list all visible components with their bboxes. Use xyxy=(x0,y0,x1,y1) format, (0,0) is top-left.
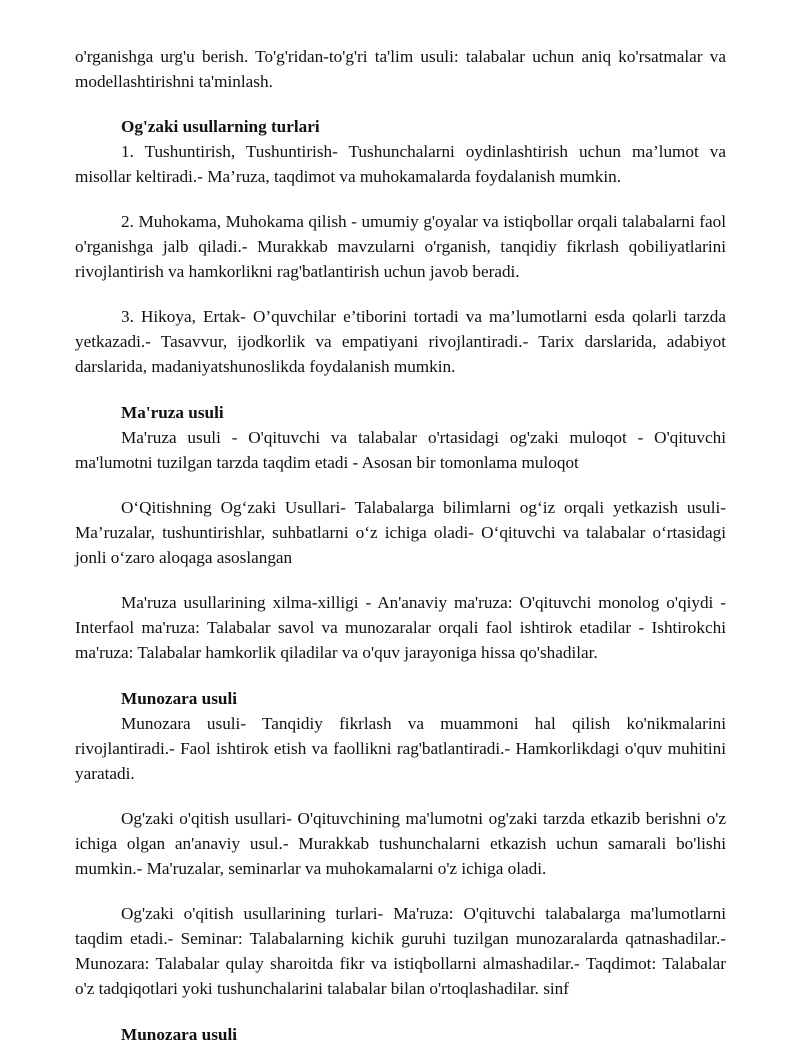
paragraph-continuation: o'rganishga urg'u berish. To'g'ridan-to'g'ri ta'lim usuli: talabalar uchun aniq ko'rsatmalar va modellashtirishni ta'minlash. xyxy=(75,47,726,91)
paragraph-story: 3. Hikoya, Ertak- O’quvchilar e’tiborini tortadi va ma’lumotlarni esda qolarli tarzda yetkazadi.- Tasavvur, ijodkorlik va empatiyani rivojlantiradi.- Tarix darslarida, adabiyot darslarida, madaniyatshunoslikda foydalanish mumkin. xyxy=(75,307,726,376)
paragraph-debate-method: Munozara usuli- Tanqidiy fikrlash va muammoni hal qilish ko'nikmalarini rivojlantiradi.- Faol ishtirok etish va faollikni rag'batlantiradi.- Hamkorlikdagi o'quv muhitini yaratadi. xyxy=(75,714,726,783)
heading-debate-method: Munozara usuli xyxy=(121,689,238,708)
paragraph-discussion: 2. Muhokama, Muhokama qilish - umumiy g'oyalar va istiqbollar orqali talabalarni faol o'rganishga jalb qiladi.- Murakkab mavzularni o'rganish, tanqidiy fikrlash qobiliyatlarini rivojlantirish va hamkorlikni rag'batlantirish uchun javob beradi. xyxy=(75,212,726,281)
paragraph-explanation: 1. Tushuntirish, Tushuntirish- Tushunchalarni oydinlashtirish uchun ma’lumot va misollar keltiradi.- Ma’ruza, taqdimot va muhokamalarda foydalanish mumkin. xyxy=(75,142,726,186)
paragraph-lecture-variety: Ma'ruza usullarining xilma-xilligi - An'anaviy ma'ruza: O'qituvchi monolog o'qiydi - Interfaol ma'ruza: Talabalar savol va munozaralar orqali faol ishtirok etadilar - Ishtirokchi ma'ruza: Talabalar hamkorlik qiladilar va o'quv jarayoniga hissa qo'shadilar. xyxy=(75,593,726,662)
paragraph-oral-teaching: O‘Qitishning Og‘zaki Usullari- Talabalarga bilimlarni og‘iz orqali yetkazish usuli- Ma’ruzalar, tushuntirishlar, suhbatlarni o‘z ichiga oladi- O‘qituvchi va talabalar o‘rtasidagi jonli o‘zaro aloqaga asoslangan xyxy=(75,498,726,567)
paragraph-oral-teaching-methods: Og'zaki o'qitish usullari- O'qituvchining ma'lumotni og'zaki tarzda etkazib berishni o'z ichiga olgan an'anaviy usul.- Murakkab tushunchalarni etkazish uchun samarali bo'lishi mumkin.- Ma'ruzalar, seminarlar va muhokamalarni o'z ichiga oladi. xyxy=(75,809,726,878)
heading-lecture-method: Ma'ruza usuli xyxy=(121,403,224,422)
paragraph-lecture-method: Ma'ruza usuli - O'qituvchi va talabalar o'rtasidagi og'zaki muloqot - O'qituvchi ma'lumotni tuzilgan tarzda taqdim etadi - Asosan bir tomonlama muloqot xyxy=(75,428,726,472)
heading-debate-method-2: Munozara usuli xyxy=(121,1025,238,1044)
heading-verbal-methods-types: Og'zaki usullarning turlari xyxy=(121,117,320,136)
paragraph-oral-teaching-types: Og'zaki o'qitish usullarining turlari- Ma'ruza: O'qituvchi talabalarga ma'lumotlarni taqdim etadi.- Seminar: Talabalarning kichik guruhi tuzilgan munozaralarda qatnashadilar.- Munozara: Talabalar qulay sharoitda fikr va istiqbollarni almashadilar.- Taqdimot: Talabalar o'z tadqiqotlari yoki tushunchalarini talabalar bilan o'rtoqlashadilar. sinf xyxy=(75,904,726,998)
document-body xyxy=(75,44,726,1047)
